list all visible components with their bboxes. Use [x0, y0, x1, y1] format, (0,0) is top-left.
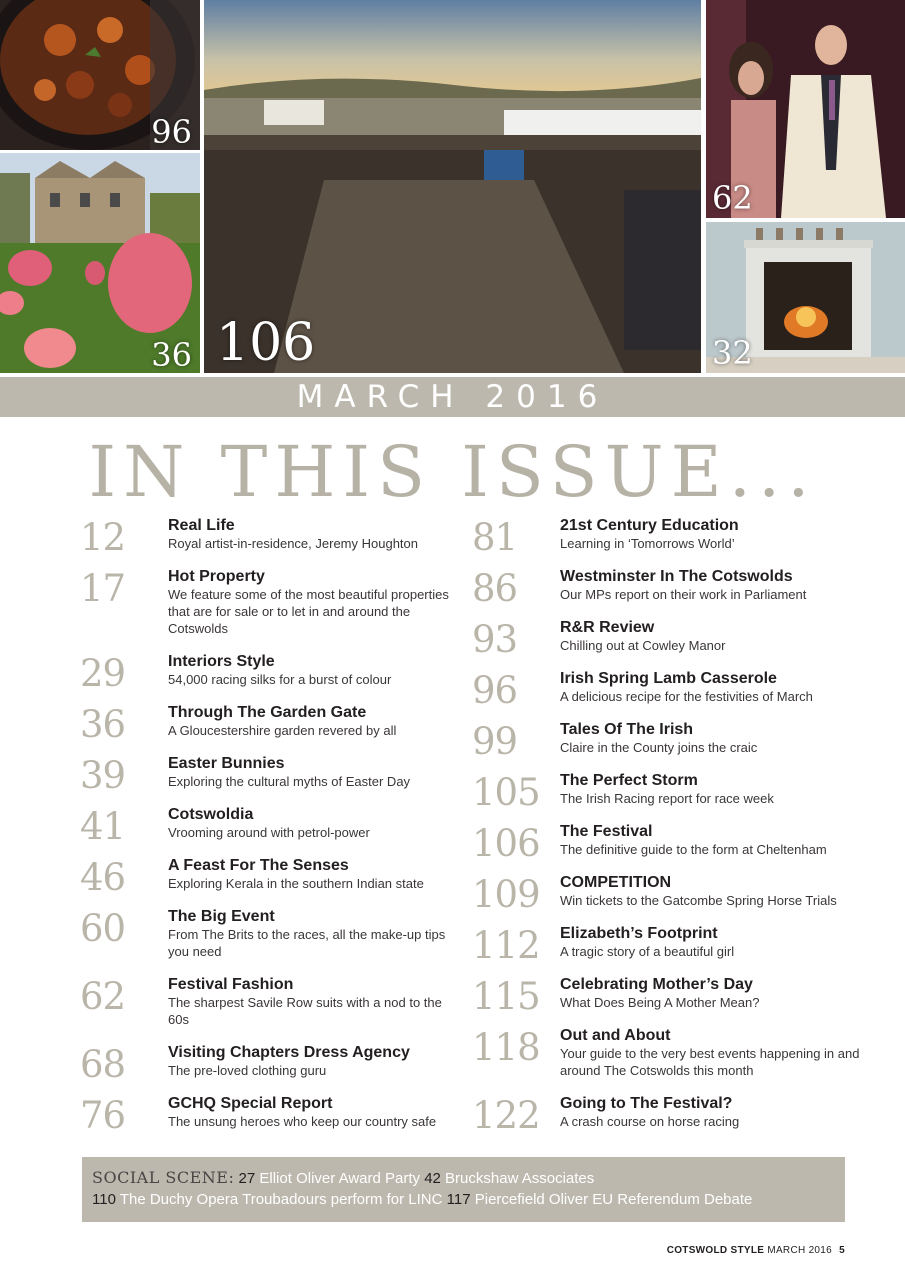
toc-entry[interactable] — [80, 907, 460, 975]
toc-title[interactable]: Through The Garden Gate — [168, 704, 367, 721]
toc-page-number: 93 — [472, 618, 518, 661]
garden-page-number: 36 — [151, 336, 192, 373]
racecourse-photo — [204, 0, 701, 373]
toc-page-number: 115 — [472, 975, 540, 1018]
toc-description: Chilling out at Cowley Manor — [560, 638, 726, 653]
toc-description: The sharpest Savile Row suits with a nod to the 60s — [168, 995, 442, 1027]
toc-page-number: 46 — [80, 856, 126, 899]
toc-description: A delicious recipe for the festivities of March — [560, 689, 813, 704]
toc-description: Vrooming around with petrol-power — [168, 825, 370, 840]
page-footer — [667, 1245, 845, 1256]
toc-entry[interactable] — [472, 771, 872, 822]
toc-title[interactable]: Cotswoldia — [168, 806, 254, 823]
toc-page-number: 86 — [472, 567, 518, 610]
toc-title[interactable]: A Feast For The Senses — [168, 857, 349, 874]
toc-page-number: 118 — [472, 1026, 540, 1069]
toc-entry[interactable] — [80, 1094, 460, 1136]
toc-title[interactable]: Interiors Style — [168, 653, 275, 670]
toc-page-number: 68 — [80, 1043, 126, 1086]
page-number: 5 — [839, 1245, 845, 1256]
toc-description: A Gloucestershire garden revered by all — [168, 723, 397, 738]
toc-description: The pre-loved clothing guru — [168, 1063, 327, 1078]
toc-title[interactable]: The Perfect Storm — [560, 772, 698, 789]
toc-page-number: 12 — [80, 516, 126, 559]
page-title: IN THIS ISSUE... — [88, 431, 817, 513]
toc-entry[interactable] — [80, 805, 460, 856]
toc-title[interactable]: 21st Century Education — [560, 517, 739, 534]
toc-title[interactable]: Irish Spring Lamb Casserole — [560, 670, 777, 687]
toc-entry[interactable] — [472, 720, 872, 771]
toc-title[interactable]: The Big Event — [168, 908, 275, 925]
stew-photo — [0, 0, 200, 150]
toc-entry[interactable] — [472, 822, 872, 873]
toc-description: We feature some of the most beautiful properties that are for sale or to let in and around the Cotswolds — [168, 587, 449, 636]
toc-title[interactable]: GCHQ Special Report — [168, 1095, 333, 1112]
toc-description: Win tickets to the Gatcombe Spring Horse Trials — [560, 893, 837, 908]
toc-description: The unsung heroes who keep our country safe — [168, 1114, 437, 1129]
toc-entry[interactable] — [472, 975, 872, 1026]
toc-description: Learning in ‘Tomorrows World’ — [560, 536, 735, 551]
footer-issue: MARCH 2016 — [767, 1245, 833, 1256]
social-item-page: 27 — [238, 1170, 256, 1187]
fireplace-photo — [706, 222, 905, 373]
toc-entry[interactable] — [472, 669, 872, 720]
magazine-name: COTSWOLD STYLE — [666, 1245, 765, 1256]
social-item-title[interactable]: Piercefield Oliver EU Referendum Debate — [474, 1191, 753, 1208]
fireplace-page-number: 32 — [712, 334, 753, 372]
toc-title[interactable]: Festival Fashion — [168, 976, 294, 993]
toc-page-number: 99 — [472, 720, 518, 763]
toc-title[interactable]: The Festival — [560, 823, 653, 840]
social-scene-box — [82, 1157, 845, 1222]
toc-title[interactable]: R&R Review — [560, 619, 655, 636]
toc-entry[interactable] — [472, 516, 872, 567]
toc-title[interactable]: COMPETITION — [560, 874, 672, 891]
toc-description: The Irish Racing report for race week — [560, 791, 774, 806]
toc-page-number: 106 — [472, 822, 540, 865]
toc-page-number: 41 — [80, 805, 126, 848]
toc-description: Royal artist-in-residence, Jeremy Houghton — [168, 536, 418, 551]
toc-description: Exploring Kerala in the southern Indian state — [168, 876, 424, 891]
toc-page-number: 60 — [80, 907, 126, 950]
toc-page-number: 62 — [80, 975, 126, 1018]
social-item-title[interactable]: Bruckshaw Associates — [445, 1170, 595, 1187]
toc-entry[interactable] — [80, 652, 460, 703]
social-item-title[interactable]: Elliot Oliver Award Party — [259, 1170, 421, 1187]
toc-description: From The Brits to the races, all the make-up tips you need — [168, 927, 446, 959]
month-banner: MARCH 2016 — [0, 377, 905, 417]
toc-page-number: 122 — [472, 1094, 540, 1137]
toc-page-number: 36 — [80, 703, 126, 746]
toc-title[interactable]: Real Life — [168, 517, 235, 534]
toc-page-number: 29 — [80, 652, 126, 695]
toc-title[interactable]: Celebrating Mother’s Day — [560, 976, 753, 993]
toc-title[interactable]: Going to The Festival? — [560, 1095, 733, 1112]
toc-entry[interactable] — [80, 703, 460, 754]
toc-title[interactable]: Elizabeth’s Footprint — [560, 925, 718, 942]
garden-photo — [0, 153, 200, 373]
toc-page-number: 17 — [80, 567, 126, 610]
toc-description: Claire in the County joins the craic — [560, 740, 758, 755]
toc-description: What Does Being A Mother Mean? — [560, 995, 760, 1010]
social-item-page: 117 — [446, 1191, 471, 1208]
social-item-title[interactable]: The Duchy Opera Troubadours perform for LINC — [119, 1191, 443, 1208]
toc-entry[interactable] — [80, 516, 460, 567]
toc-entry[interactable] — [80, 1043, 460, 1094]
fashion-photo — [706, 0, 905, 218]
toc-entry[interactable] — [80, 567, 460, 652]
toc-title[interactable]: Hot Property — [168, 568, 265, 585]
social-scene-label: SOCIAL SCENE: — [92, 1168, 235, 1187]
stew-page-number: 96 — [151, 113, 192, 150]
toc-entry[interactable] — [472, 567, 872, 618]
toc-description: A tragic story of a beautiful girl — [560, 944, 735, 959]
toc-description: Exploring the cultural myths of Easter Day — [168, 774, 411, 789]
toc-entry[interactable] — [472, 1026, 872, 1094]
toc-description: Our MPs report on their work in Parliament — [560, 587, 807, 602]
toc-title[interactable]: Visiting Chapters Dress Agency — [168, 1044, 410, 1061]
toc-page-number: 81 — [472, 516, 518, 559]
toc-title[interactable]: Westminster In The Cotswolds — [560, 568, 793, 585]
toc-title[interactable]: Easter Bunnies — [168, 755, 285, 772]
toc-entry[interactable] — [472, 1094, 872, 1136]
toc-entry[interactable] — [80, 856, 460, 907]
toc-entry[interactable] — [472, 873, 872, 924]
toc-page-number: 105 — [472, 771, 540, 814]
racecourse-page-number: 106 — [216, 313, 316, 373]
toc-entry[interactable] — [472, 618, 872, 669]
toc-description: The definitive guide to the form at Cheltenham — [560, 842, 827, 857]
toc-entry[interactable] — [80, 754, 460, 805]
toc-page-number: 109 — [472, 873, 540, 916]
toc-page-number: 96 — [472, 669, 518, 712]
toc-right-column — [472, 516, 872, 1136]
social-item-page: 110 — [92, 1191, 116, 1208]
fashion-page-number: 62 — [712, 179, 753, 217]
toc-title[interactable]: Tales Of The Irish — [560, 721, 694, 738]
toc-entry[interactable] — [80, 975, 460, 1043]
toc-page-number: 76 — [80, 1094, 126, 1137]
toc-description: 54,000 racing silks for a burst of colour — [168, 672, 392, 687]
toc-title[interactable]: Out and About — [560, 1027, 671, 1044]
toc-left-column — [80, 516, 460, 1136]
toc-description: A crash course on horse racing — [560, 1114, 740, 1129]
toc-entry[interactable] — [472, 924, 872, 975]
toc-page-number: 39 — [80, 754, 126, 797]
toc-description: Your guide to the very best events happening in and around The Cotswolds this month — [560, 1046, 860, 1078]
social-item-page: 42 — [424, 1170, 441, 1187]
toc-page-number: 112 — [472, 924, 540, 967]
